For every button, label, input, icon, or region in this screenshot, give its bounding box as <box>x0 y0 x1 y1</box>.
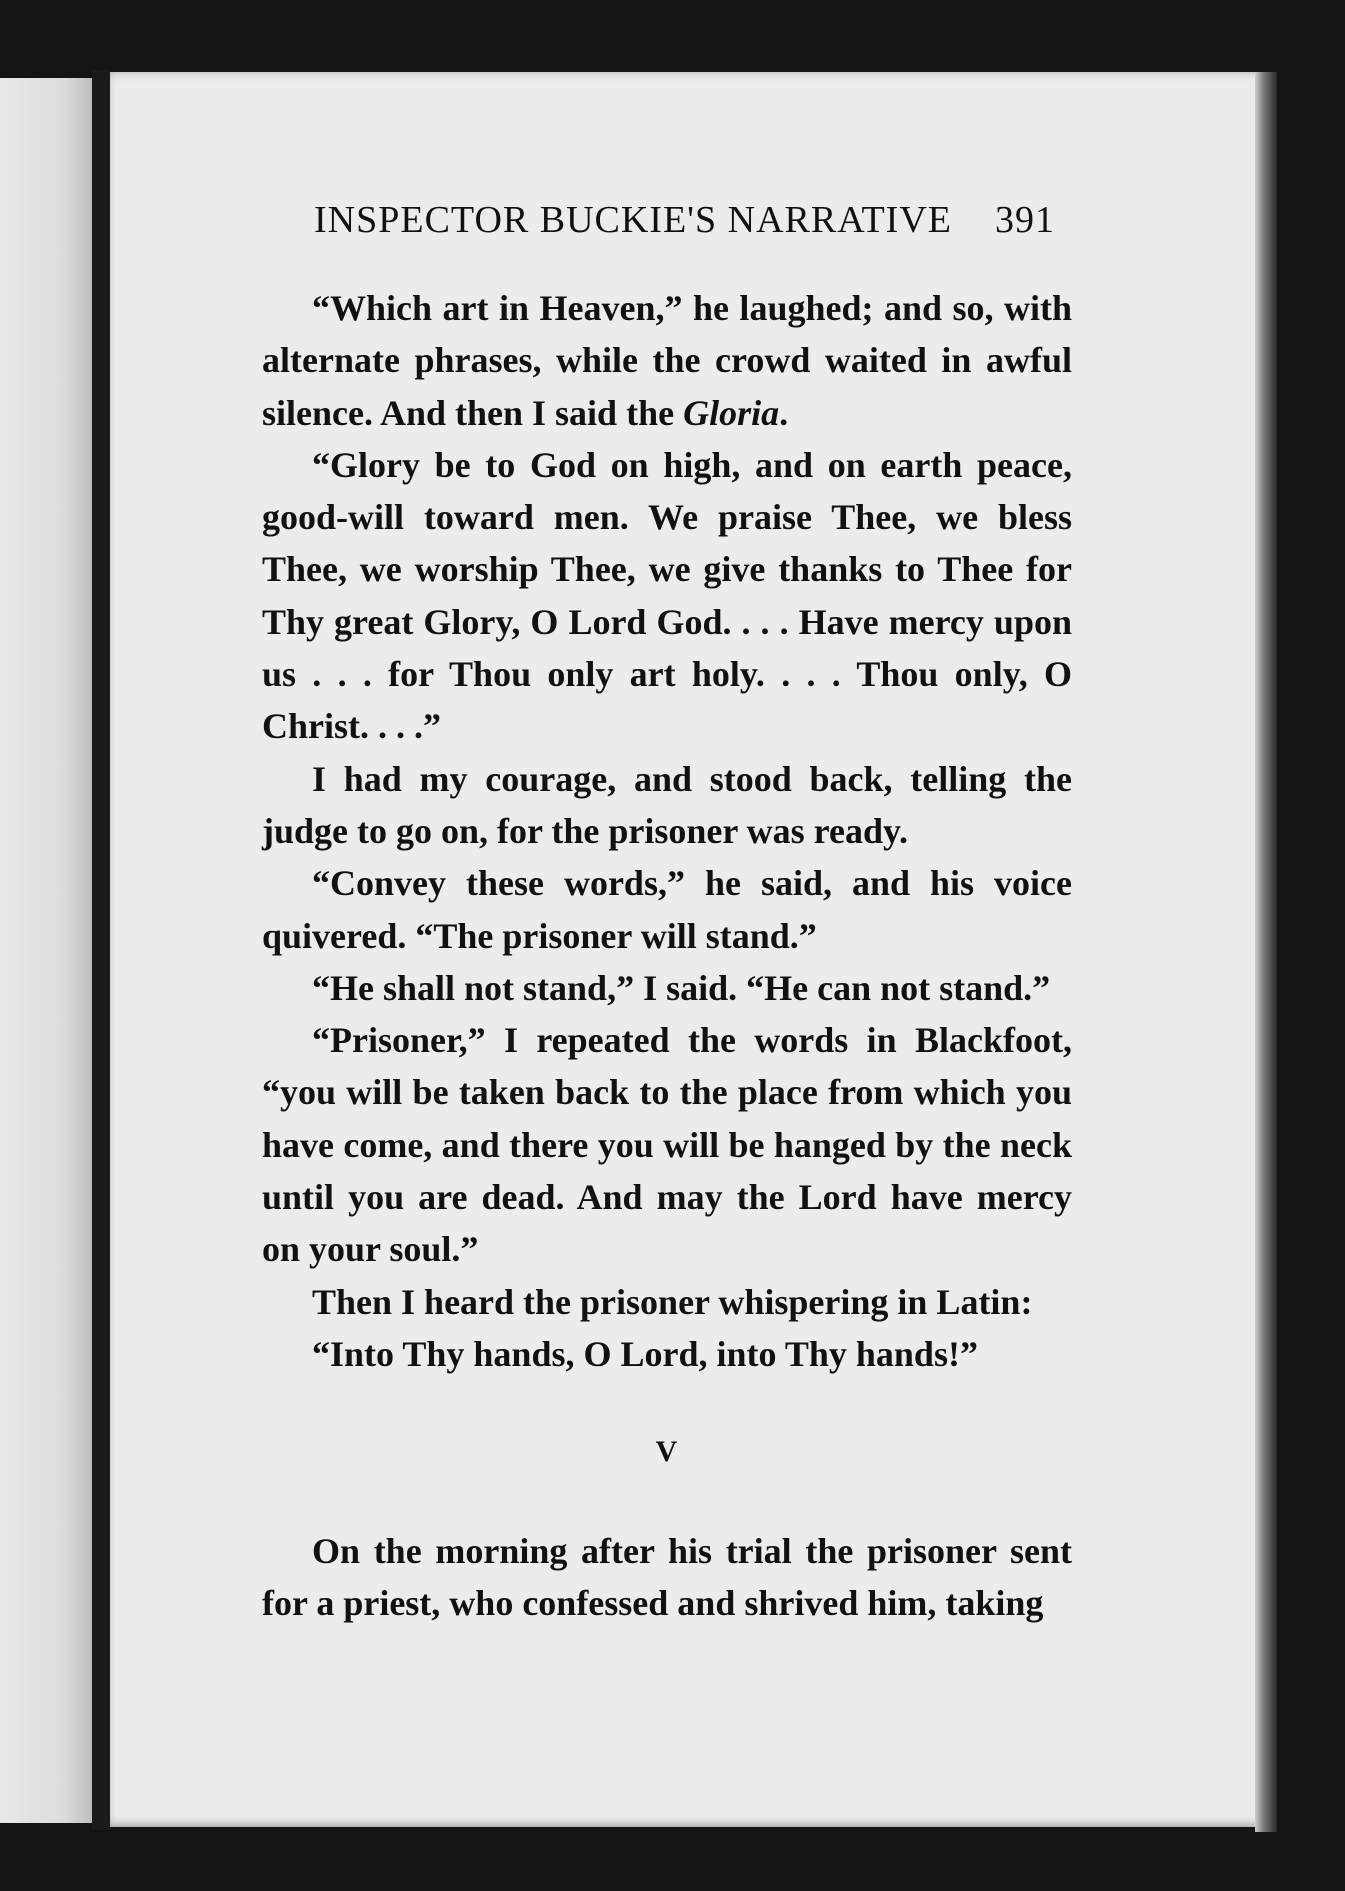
book-gutter <box>92 70 110 1830</box>
section-heading: V <box>655 1435 679 1469</box>
paragraph <box>262 282 1072 439</box>
paragraph: “Convey these words,” he said, and his voice quivered. “The prisoner will stand.” <box>262 863 1072 956</box>
italic-word: Gloria <box>683 392 780 433</box>
paragraph: On the morning after his trial the prisoner sent for a priest, who confessed and shrived him, taking <box>262 1530 1072 1623</box>
page-fore-edge <box>1255 72 1277 1832</box>
paragraph: “Into Thy hands, O Lord, into Thy hands!” <box>312 1333 978 1374</box>
paragraph-end: . <box>779 392 789 433</box>
paragraph: “Prisoner,” I repeated the words in Blackfoot, “you will be taken back to the place from which you have come, and there you will be hanged by the neck until you are dead. And may the Lord have mercy on your soul.” <box>262 1020 1072 1270</box>
paragraph: “He shall not stand,” I said. “He can not stand.” <box>312 967 1051 1008</box>
previous-page-edge <box>0 78 92 1823</box>
body-text <box>262 282 1072 1629</box>
page-number: 391 <box>995 199 1055 241</box>
paragraph: Then I heard the prisoner whispering in Latin: <box>312 1281 1033 1322</box>
paragraph-text: “Which art in Heaven,” he laughed; and so, with alternate phrases, while the crowd waited in awful silence. And then I said the <box>262 288 1072 433</box>
paragraph: “Glory be to God on high, and on earth peace, good-will toward men. We praise Thee, we bless Thee, we worship Thee, we give thanks to Thee for Thy great Glory, O Lord God. . . . Have mercy upon us . . . for Thou only art holy. . . . Thou only, O Christ. . . .” <box>262 444 1072 747</box>
running-head <box>200 198 1055 258</box>
running-head-title: INSPECTOR BUCKIE'S NARRATIVE <box>314 199 952 241</box>
paragraph: I had my courage, and stood back, telling the judge to go on, for the prisoner was ready. <box>262 758 1072 851</box>
